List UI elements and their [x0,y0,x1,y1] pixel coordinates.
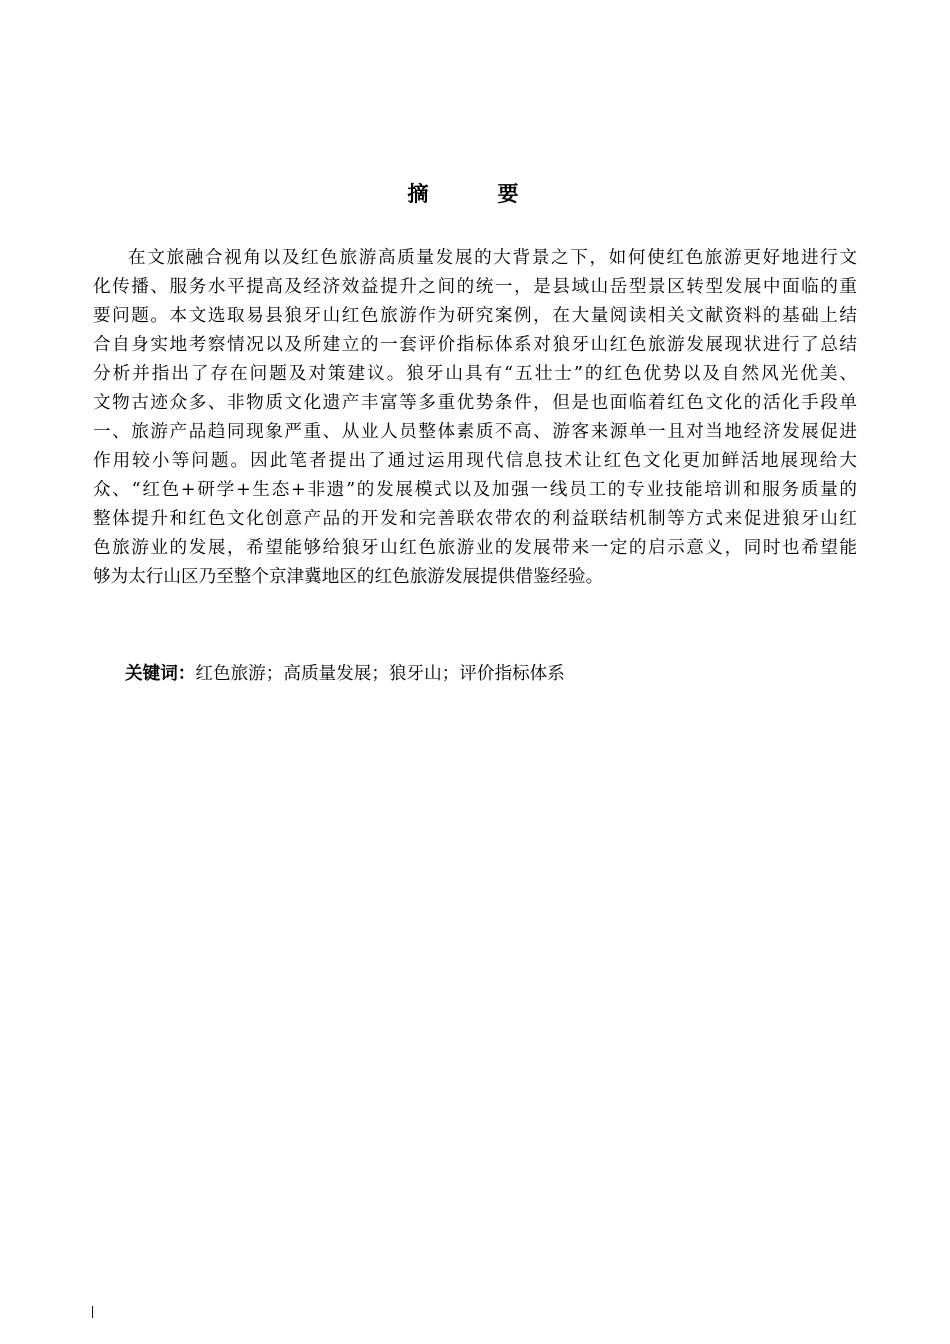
abstract-line: 一、旅游产品趋同现象严重、从业人员整体素质不高、游客来源单一且对当地经济发展促进 [93,422,857,442]
abstract-line: 作用较小等问题。因此笔者提出了通过运用现代信息技术让红色文化更加鲜活地展现给大 [93,451,857,471]
keywords-label: 关键词： [125,664,196,684]
keywords-text: 红色旅游；高质量发展；狼牙山；评价指标体系 [195,664,565,684]
page-number-mark [92,1306,93,1318]
abstract-line: 分析并指出了存在问题及对策建议。狼牙山具有“五壮士”的红色优势以及自然风光优美、 [93,364,857,384]
abstract-line: 整体提升和红色文化创意产品的开发和完善联农带农的利益联结机制等方式来促进狼牙山红 [93,509,857,529]
abstract-title: 摘 要 [407,181,543,206]
abstract-line: 要问题。本文选取易县狼牙山红色旅游作为研究案例，在大量阅读相关文献资料的基础上结 [93,306,857,326]
abstract-line: 够为太行山区乃至整个京津冀地区的红色旅游发展提供借鉴经验。 [93,567,604,587]
abstract-line: 化传播、服务水平提高及经济效益提升之间的统一，是县域山岳型景区转型发展中面临的重 [93,277,857,297]
abstract-line: 众、“红色+研学+生态+非遗”的发展模式以及加强一线员工的专业技能培训和服务质量的 [93,480,857,500]
abstract-line: 合自身实地考察情况以及所建立的一套评价指标体系对狼牙山红色旅游发展现状进行了总结 [93,335,857,355]
abstract-body [93,244,857,592]
abstract-line: 在文旅融合视角以及红色旅游高质量发展的大背景之下，如何使红色旅游更好地进行文 [128,248,857,268]
keywords-line [125,660,565,689]
abstract-line: 色旅游业的发展，希望能够给狼牙山红色旅游业的发展带来一定的启示意义，同时也希望能 [93,538,857,558]
abstract-line: 文物古迹众多、非物质文化遗产丰富等多重优势条件，但是也面临着红色文化的活化手段单 [93,393,857,413]
